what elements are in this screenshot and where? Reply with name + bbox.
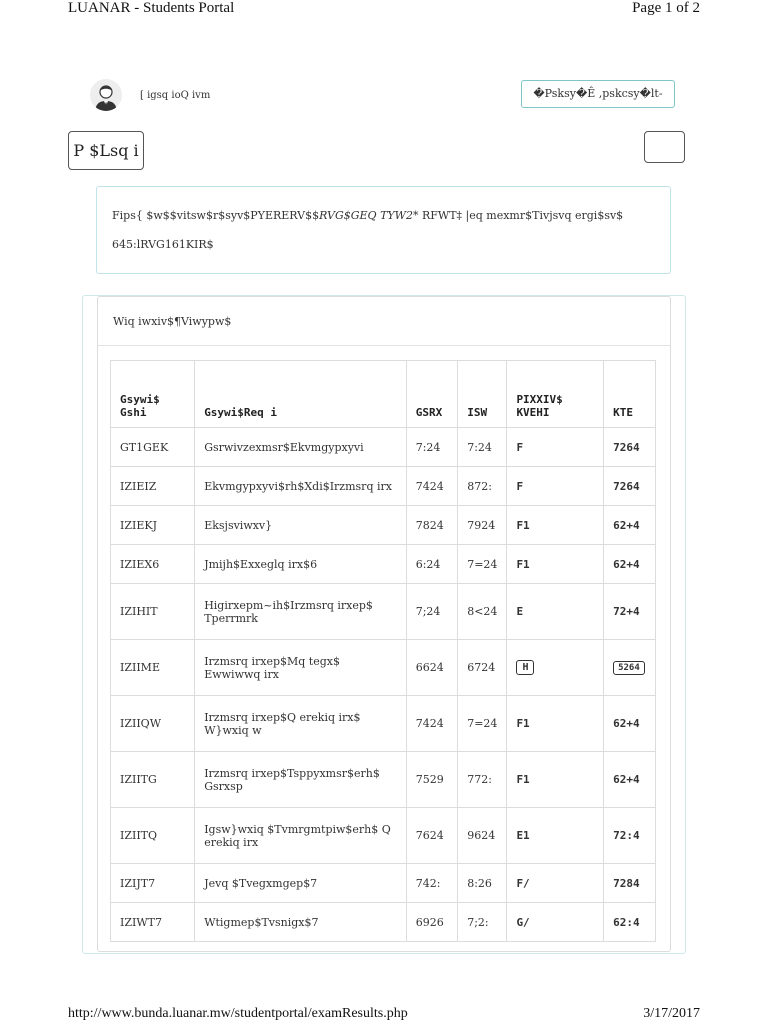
- gp-cell: 7284: [604, 864, 656, 903]
- course-name-cell: Irzmsrq irxep$Mq tegx$ Ewwiwwq irx: [195, 640, 407, 696]
- user-avatar-icon: [90, 79, 122, 111]
- col-header-grade: PIXXIV$ KVEHI: [507, 361, 604, 428]
- gp-cell: 72:4: [604, 808, 656, 864]
- cont-cell: 7424: [406, 696, 458, 752]
- course-code-cell: IZIITG: [111, 752, 195, 808]
- col-header-code: Gsywi$ Gshi: [111, 361, 195, 428]
- eos-cell: 7=24: [458, 545, 507, 584]
- table-row: [111, 903, 656, 942]
- print-header-title: LUANAR - Students Portal: [68, 0, 235, 16]
- cont-cell: 6:24: [406, 545, 458, 584]
- cont-cell: 7424: [406, 467, 458, 506]
- cont-cell: 742:: [406, 864, 458, 903]
- table-row: [111, 506, 656, 545]
- eos-cell: 7=24: [458, 696, 507, 752]
- table-row: [111, 428, 656, 467]
- results-table: [110, 360, 656, 942]
- eos-cell: 7924: [458, 506, 507, 545]
- gp-badge: 5264: [613, 661, 645, 675]
- grade-cell: F1: [507, 696, 604, 752]
- gp-cell: 7264: [604, 467, 656, 506]
- course-code-cell: IZIITQ: [111, 808, 195, 864]
- col-header-cont: GSRX: [406, 361, 458, 428]
- table-header-row: [111, 361, 656, 428]
- course-code-cell: IZIEKJ: [111, 506, 195, 545]
- menu-button[interactable]: P $Lsq i: [68, 131, 144, 170]
- cont-cell: 7529: [406, 752, 458, 808]
- cont-cell: 7624: [406, 808, 458, 864]
- eos-cell: 6724: [458, 640, 507, 696]
- course-code-cell: IZIJT7: [111, 864, 195, 903]
- course-name-cell: Irzmsrq irxep$Tsppyxmsr$erh$ Gsrxsp: [195, 752, 407, 808]
- course-code-cell: IZIWT7: [111, 903, 195, 942]
- table-row: [111, 752, 656, 808]
- cont-cell: 7:24: [406, 428, 458, 467]
- course-name-cell: Jevq $Tvegxmgep$7: [195, 864, 407, 903]
- course-name-cell: Igsw}wxiq $Tvmrgmtpiw$erh$ Q erekiq irx: [195, 808, 407, 864]
- table-row: [111, 808, 656, 864]
- gp-cell: 7264: [604, 428, 656, 467]
- cont-cell: 6926: [406, 903, 458, 942]
- panel-title: Wiq iwxiv$¶Viwypw$: [113, 315, 232, 328]
- table-row: [111, 696, 656, 752]
- col-header-eos: ISW: [458, 361, 507, 428]
- panel-divider: [98, 345, 670, 346]
- course-name-cell: Jmijh$Exxeglq irx$6: [195, 545, 407, 584]
- course-code-cell: IZIIME: [111, 640, 195, 696]
- col-header-name: Gsywi$Req i: [195, 361, 407, 428]
- grade-cell: G/: [507, 903, 604, 942]
- gp-cell: 62:4: [604, 903, 656, 942]
- gp-cell: 72+4: [604, 584, 656, 640]
- grade-badge: H: [516, 660, 534, 675]
- grade-cell: F1: [507, 752, 604, 808]
- grade-cell: E: [507, 584, 604, 640]
- grade-cell: F: [507, 428, 604, 467]
- eos-cell: 9624: [458, 808, 507, 864]
- results-panel: [97, 296, 671, 952]
- username: [ igsq ioQ ivm: [140, 90, 211, 101]
- cont-cell: 6624: [406, 640, 458, 696]
- eos-cell: 8:26: [458, 864, 507, 903]
- grade-cell: F1: [507, 506, 604, 545]
- eos-cell: 7:24: [458, 428, 507, 467]
- course-name-cell: Eksjsviwxv}: [195, 506, 407, 545]
- table-row: [111, 584, 656, 640]
- print-footer-date: 3/17/2017: [643, 1006, 700, 1021]
- gp-cell: 62+4: [604, 506, 656, 545]
- table-row: [111, 640, 656, 696]
- course-name-cell: Higirxepm~ih$Irzmsrq irxep$ Tperrmrk: [195, 584, 407, 640]
- course-name-cell: Irzmsrq irxep$Q erekiq irx$ W}wxiq w: [195, 696, 407, 752]
- info-box: [96, 186, 671, 274]
- eos-cell: 772:: [458, 752, 507, 808]
- grade-cell: [507, 640, 604, 696]
- table-row: [111, 467, 656, 506]
- grade-cell: F: [507, 467, 604, 506]
- info-text-line2: 645:lRVG161KIR$: [112, 238, 214, 251]
- grade-cell: F1: [507, 545, 604, 584]
- course-code-cell: GT1GEK: [111, 428, 195, 467]
- course-code-cell: IZIIQW: [111, 696, 195, 752]
- cont-cell: 7824: [406, 506, 458, 545]
- info-text-line1: Fips{ $w$$vitsw$r$syv$PYERERV$$RVG$GEQ TYW2* RFWT‡ |eq mexmr$Tivjsvq ergi$sv$: [112, 209, 624, 222]
- course-code-cell: IZIEX6: [111, 545, 195, 584]
- gp-cell: 62+4: [604, 696, 656, 752]
- col-header-gp: KTE: [604, 361, 656, 428]
- eos-cell: 8<24: [458, 584, 507, 640]
- cont-cell: 7;24: [406, 584, 458, 640]
- grade-cell: E1: [507, 808, 604, 864]
- course-name-cell: Wtigmep$Tvsnigx$7: [195, 903, 407, 942]
- logout-button[interactable]: �Psksy�Ê ,pskcsy�lt-: [521, 80, 675, 108]
- eos-cell: 7;2:: [458, 903, 507, 942]
- course-code-cell: IZIEIZ: [111, 467, 195, 506]
- course-name-cell: Ekvmgypxyvi$rh$Xdi$Irzmsrq irx: [195, 467, 407, 506]
- table-row: [111, 545, 656, 584]
- gp-cell: [604, 640, 656, 696]
- grade-cell: F/: [507, 864, 604, 903]
- gp-cell: 62+4: [604, 752, 656, 808]
- print-header-page: Page 1 of 2: [632, 0, 700, 16]
- nav-toggle-button[interactable]: [644, 131, 685, 163]
- gp-cell: 62+4: [604, 545, 656, 584]
- course-name-cell: Gsrwivzexmsr$Ekvmgypxyvi: [195, 428, 407, 467]
- course-code-cell: IZIHIT: [111, 584, 195, 640]
- print-footer-url: http://www.bunda.luanar.mw/studentportal/examResults.php: [68, 1006, 408, 1021]
- table-row: [111, 864, 656, 903]
- eos-cell: 872:: [458, 467, 507, 506]
